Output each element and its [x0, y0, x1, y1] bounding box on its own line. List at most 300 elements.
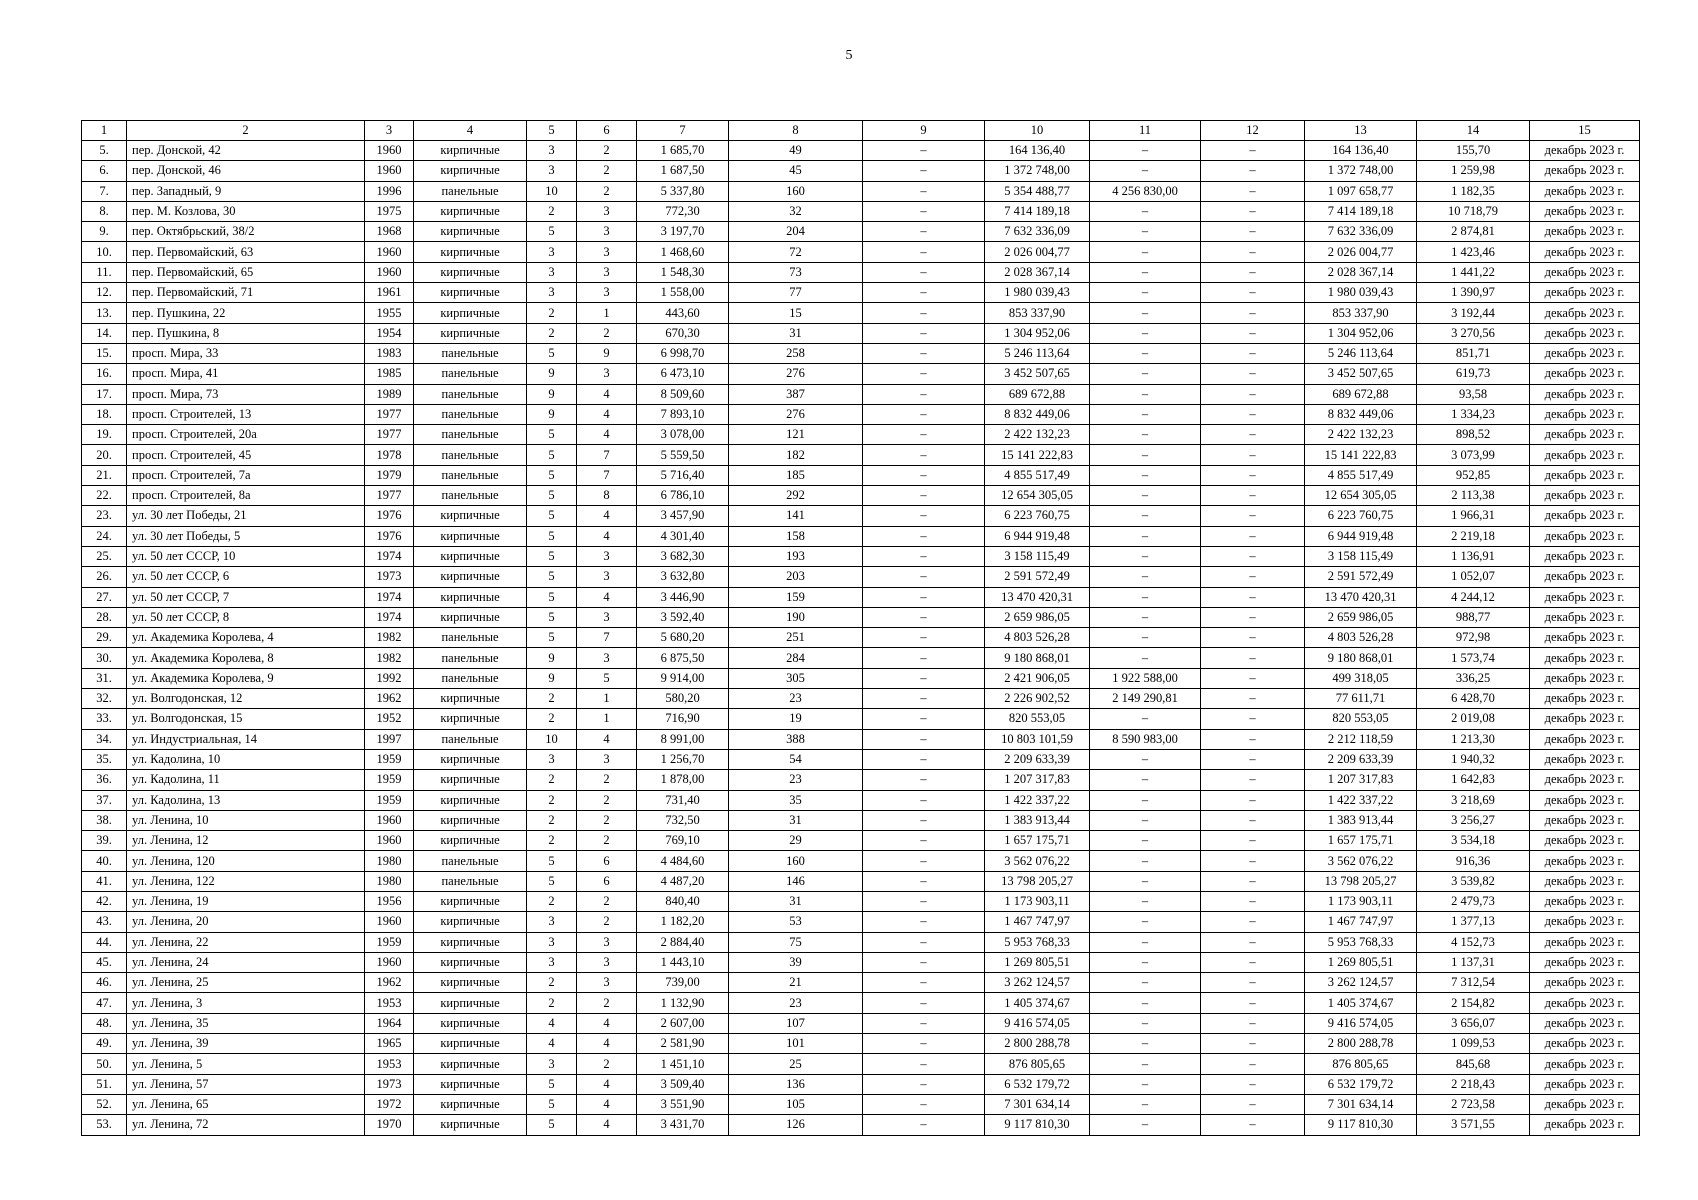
table-cell-col-3: 1977 — [365, 404, 414, 424]
table-cell-col-11: – — [1090, 749, 1201, 769]
table-cell-col-6: 4 — [577, 384, 637, 404]
table-cell-col-4: кирпичные — [414, 1074, 527, 1094]
table-row — [82, 364, 1640, 384]
table-cell-col-10: 1 980 039,43 — [985, 283, 1090, 303]
table-cell-col-4: кирпичные — [414, 222, 527, 242]
table-cell-col-13: 2 591 572,49 — [1305, 567, 1417, 587]
table-cell-col-12: – — [1201, 526, 1305, 546]
table-cell-col-13: 2 659 986,05 — [1305, 607, 1417, 627]
table-cell-col-1: 48. — [82, 1013, 127, 1033]
table-cell-col-14: 1 052,07 — [1417, 567, 1530, 587]
table-cell-col-7: 1 468,60 — [637, 242, 729, 262]
table-cell-col-12: – — [1201, 161, 1305, 181]
table-cell-col-9: – — [863, 648, 985, 668]
table-cell-col-14: 1 423,46 — [1417, 242, 1530, 262]
table-cell-col-3: 1977 — [365, 486, 414, 506]
table-cell-col-11: – — [1090, 486, 1201, 506]
table-cell-col-13: 7 632 336,09 — [1305, 222, 1417, 242]
table-cell-col-13: 77 611,71 — [1305, 689, 1417, 709]
table-cell-col-6: 4 — [577, 526, 637, 546]
table-cell-col-13: 2 800 288,78 — [1305, 1034, 1417, 1054]
table-row — [82, 973, 1640, 993]
table-cell-col-9: – — [863, 729, 985, 749]
table-cell-col-6: 6 — [577, 851, 637, 871]
table-cell-col-7: 5 680,20 — [637, 628, 729, 648]
table-cell-col-9: – — [863, 891, 985, 911]
table-cell-col-5: 5 — [527, 465, 577, 485]
table-cell-col-11: – — [1090, 1115, 1201, 1135]
table-cell-col-3: 1962 — [365, 689, 414, 709]
table-cell-col-11: – — [1090, 993, 1201, 1013]
table-cell-col-13: 2 212 118,59 — [1305, 729, 1417, 749]
table-cell-col-14: 2 874,81 — [1417, 222, 1530, 242]
table-cell-col-9: – — [863, 222, 985, 242]
table-cell-col-11: – — [1090, 628, 1201, 648]
table-cell-col-2: пер. Пушкина, 22 — [127, 303, 365, 323]
column-header-15: 15 — [1530, 121, 1640, 141]
table-cell-col-5: 2 — [527, 891, 577, 911]
table-cell-col-6: 4 — [577, 425, 637, 445]
table-cell-col-3: 1959 — [365, 932, 414, 952]
table-cell-col-14: 972,98 — [1417, 628, 1530, 648]
table-cell-col-7: 4 484,60 — [637, 851, 729, 871]
table-cell-col-6: 7 — [577, 445, 637, 465]
table-cell-col-9: – — [863, 871, 985, 891]
table-row — [82, 729, 1640, 749]
table-cell-col-10: 1 405 374,67 — [985, 993, 1090, 1013]
table-cell-col-4: кирпичные — [414, 1034, 527, 1054]
table-cell-col-13: 689 672,88 — [1305, 384, 1417, 404]
table-cell-col-7: 1 443,10 — [637, 952, 729, 972]
table-cell-col-11: 8 590 983,00 — [1090, 729, 1201, 749]
table-cell-col-15: декабрь 2023 г. — [1530, 648, 1640, 668]
table-cell-col-14: 851,71 — [1417, 343, 1530, 363]
table-cell-col-15: декабрь 2023 г. — [1530, 141, 1640, 161]
table-cell-col-10: 2 659 986,05 — [985, 607, 1090, 627]
table-cell-col-6: 3 — [577, 242, 637, 262]
table-cell-col-13: 7 301 634,14 — [1305, 1094, 1417, 1114]
table-cell-col-14: 10 718,79 — [1417, 201, 1530, 221]
table-cell-col-1: 7. — [82, 181, 127, 201]
table-cell-col-5: 2 — [527, 810, 577, 830]
table-cell-col-11: – — [1090, 546, 1201, 566]
table-cell-col-2: ул. Кадолина, 11 — [127, 770, 365, 790]
table-cell-col-2: ул. 30 лет Победы, 21 — [127, 506, 365, 526]
table-cell-col-13: 1 383 913,44 — [1305, 810, 1417, 830]
table-cell-col-13: 1 304 952,06 — [1305, 323, 1417, 343]
table-cell-col-14: 4 152,73 — [1417, 932, 1530, 952]
table-cell-col-11: – — [1090, 810, 1201, 830]
table-cell-col-3: 1959 — [365, 770, 414, 790]
table-cell-col-2: ул. Ленина, 39 — [127, 1034, 365, 1054]
table-cell-col-15: декабрь 2023 г. — [1530, 790, 1640, 810]
table-cell-col-8: 23 — [729, 770, 863, 790]
table-cell-col-6: 2 — [577, 912, 637, 932]
table-cell-col-6: 4 — [577, 1013, 637, 1033]
table-cell-col-12: – — [1201, 1013, 1305, 1033]
table-cell-col-15: декабрь 2023 г. — [1530, 851, 1640, 871]
table-cell-col-9: – — [863, 201, 985, 221]
table-cell-col-11: – — [1090, 526, 1201, 546]
table-cell-col-15: декабрь 2023 г. — [1530, 242, 1640, 262]
table-cell-col-8: 101 — [729, 1034, 863, 1054]
table-cell-col-12: – — [1201, 303, 1305, 323]
column-header-1: 1 — [82, 121, 127, 141]
table-cell-col-12: – — [1201, 932, 1305, 952]
table-cell-col-3: 1955 — [365, 303, 414, 323]
table-cell-col-4: кирпичные — [414, 587, 527, 607]
column-header-2: 2 — [127, 121, 365, 141]
table-cell-col-10: 3 562 076,22 — [985, 851, 1090, 871]
table-cell-col-13: 9 117 810,30 — [1305, 1115, 1417, 1135]
table-cell-col-7: 2 607,00 — [637, 1013, 729, 1033]
table-cell-col-3: 1960 — [365, 242, 414, 262]
table-cell-col-9: – — [863, 384, 985, 404]
table-cell-col-7: 6 786,10 — [637, 486, 729, 506]
table-cell-col-2: ул. 50 лет СССР, 6 — [127, 567, 365, 587]
table-cell-col-2: ул. 50 лет СССР, 7 — [127, 587, 365, 607]
table-cell-col-11: – — [1090, 851, 1201, 871]
table-row — [82, 181, 1640, 201]
table-cell-col-2: ул. Академика Королева, 9 — [127, 668, 365, 688]
table-row — [82, 161, 1640, 181]
table-row — [82, 465, 1640, 485]
table-cell-col-13: 1 173 903,11 — [1305, 891, 1417, 911]
table-cell-col-4: кирпичные — [414, 567, 527, 587]
table-header — [82, 121, 1640, 141]
table-cell-col-10: 2 209 633,39 — [985, 749, 1090, 769]
table-cell-col-3: 1985 — [365, 364, 414, 384]
table-cell-col-13: 1 405 374,67 — [1305, 993, 1417, 1013]
table-cell-col-5: 5 — [527, 851, 577, 871]
table-cell-col-6: 2 — [577, 993, 637, 1013]
table-cell-col-5: 3 — [527, 932, 577, 952]
table-cell-col-10: 3 262 124,57 — [985, 973, 1090, 993]
table-cell-col-13: 2 028 367,14 — [1305, 262, 1417, 282]
table-cell-col-11: – — [1090, 201, 1201, 221]
table-cell-col-7: 2 581,90 — [637, 1034, 729, 1054]
table-cell-col-2: пер. Западный, 9 — [127, 181, 365, 201]
table-cell-col-11: – — [1090, 770, 1201, 790]
table-cell-col-7: 3 197,70 — [637, 222, 729, 242]
table-cell-col-13: 8 832 449,06 — [1305, 404, 1417, 424]
table-cell-col-4: кирпичные — [414, 526, 527, 546]
table-cell-col-2: пер. Первомайский, 71 — [127, 283, 365, 303]
table-cell-col-12: – — [1201, 486, 1305, 506]
table-cell-col-9: – — [863, 993, 985, 1013]
table-cell-col-4: панельные — [414, 181, 527, 201]
table-cell-col-4: кирпичные — [414, 546, 527, 566]
table-cell-col-12: – — [1201, 1074, 1305, 1094]
table-cell-col-12: – — [1201, 648, 1305, 668]
table-cell-col-14: 3 073,99 — [1417, 445, 1530, 465]
table-cell-col-9: – — [863, 628, 985, 648]
table-cell-col-10: 820 553,05 — [985, 709, 1090, 729]
table-cell-col-6: 1 — [577, 709, 637, 729]
table-cell-col-10: 1 422 337,22 — [985, 790, 1090, 810]
table-cell-col-7: 5 716,40 — [637, 465, 729, 485]
table-cell-col-10: 6 223 760,75 — [985, 506, 1090, 526]
table-cell-col-6: 7 — [577, 628, 637, 648]
table-cell-col-5: 5 — [527, 222, 577, 242]
table-cell-col-11: – — [1090, 283, 1201, 303]
table-cell-col-7: 4 487,20 — [637, 871, 729, 891]
table-cell-col-15: декабрь 2023 г. — [1530, 201, 1640, 221]
table-cell-col-3: 1977 — [365, 425, 414, 445]
table-cell-col-5: 2 — [527, 323, 577, 343]
column-header-6: 6 — [577, 121, 637, 141]
table-cell-col-1: 25. — [82, 546, 127, 566]
table-cell-col-15: декабрь 2023 г. — [1530, 993, 1640, 1013]
table-cell-col-10: 3 158 115,49 — [985, 546, 1090, 566]
table-cell-col-6: 4 — [577, 587, 637, 607]
table-cell-col-1: 33. — [82, 709, 127, 729]
table-cell-col-1: 10. — [82, 242, 127, 262]
table-cell-col-9: – — [863, 364, 985, 384]
table-cell-col-2: ул. Ленина, 65 — [127, 1094, 365, 1114]
table-cell-col-15: декабрь 2023 г. — [1530, 1034, 1640, 1054]
table-cell-col-5: 2 — [527, 303, 577, 323]
table-cell-col-14: 952,85 — [1417, 465, 1530, 485]
table-cell-col-3: 1960 — [365, 831, 414, 851]
table-cell-col-5: 5 — [527, 546, 577, 566]
table-cell-col-15: декабрь 2023 г. — [1530, 952, 1640, 972]
table-cell-col-13: 876 805,65 — [1305, 1054, 1417, 1074]
table-cell-col-2: ул. Ленина, 3 — [127, 993, 365, 1013]
table-row — [82, 1074, 1640, 1094]
table-cell-col-7: 580,20 — [637, 689, 729, 709]
table-cell-col-5: 4 — [527, 1034, 577, 1054]
column-header-5: 5 — [527, 121, 577, 141]
table-row — [82, 1115, 1640, 1135]
table-cell-col-15: декабрь 2023 г. — [1530, 262, 1640, 282]
table-cell-col-13: 3 452 507,65 — [1305, 364, 1417, 384]
table-cell-col-5: 5 — [527, 1094, 577, 1114]
table-cell-col-9: – — [863, 607, 985, 627]
table-cell-col-15: декабрь 2023 г. — [1530, 871, 1640, 891]
table-cell-col-9: – — [863, 567, 985, 587]
table-cell-col-2: ул. Кадолина, 13 — [127, 790, 365, 810]
table-cell-col-5: 9 — [527, 404, 577, 424]
table-cell-col-10: 13 798 205,27 — [985, 871, 1090, 891]
table-cell-col-4: панельные — [414, 384, 527, 404]
table-cell-col-15: декабрь 2023 г. — [1530, 445, 1640, 465]
table-cell-col-15: декабрь 2023 г. — [1530, 526, 1640, 546]
table-cell-col-7: 3 682,30 — [637, 546, 729, 566]
table-cell-col-8: 31 — [729, 323, 863, 343]
table-cell-col-2: ул. Ленина, 120 — [127, 851, 365, 871]
table-cell-col-4: кирпичные — [414, 952, 527, 972]
column-header-8: 8 — [729, 121, 863, 141]
table-cell-col-1: 29. — [82, 628, 127, 648]
table-cell-col-1: 43. — [82, 912, 127, 932]
table-cell-col-8: 72 — [729, 242, 863, 262]
table-cell-col-9: – — [863, 343, 985, 363]
table-cell-col-3: 1989 — [365, 384, 414, 404]
table-cell-col-8: 54 — [729, 749, 863, 769]
table-cell-col-12: – — [1201, 1115, 1305, 1135]
table-cell-col-3: 1959 — [365, 749, 414, 769]
table-cell-col-7: 716,90 — [637, 709, 729, 729]
table-cell-col-3: 1954 — [365, 323, 414, 343]
table-cell-col-5: 5 — [527, 526, 577, 546]
table-cell-col-1: 19. — [82, 425, 127, 445]
table-cell-col-14: 1 259,98 — [1417, 161, 1530, 181]
table-cell-col-6: 7 — [577, 465, 637, 485]
table-cell-col-9: – — [863, 749, 985, 769]
table-cell-col-6: 3 — [577, 973, 637, 993]
table-cell-col-14: 3 539,82 — [1417, 871, 1530, 891]
table-cell-col-4: кирпичные — [414, 1013, 527, 1033]
table-cell-col-14: 1 213,30 — [1417, 729, 1530, 749]
table-cell-col-9: – — [863, 973, 985, 993]
table-cell-col-12: – — [1201, 141, 1305, 161]
table-cell-col-3: 1973 — [365, 1074, 414, 1094]
table-cell-col-15: декабрь 2023 г. — [1530, 546, 1640, 566]
table-cell-col-5: 5 — [527, 486, 577, 506]
table-cell-col-7: 1 182,20 — [637, 912, 729, 932]
table-cell-col-8: 53 — [729, 912, 863, 932]
table-cell-col-8: 105 — [729, 1094, 863, 1114]
table-cell-col-13: 1 097 658,77 — [1305, 181, 1417, 201]
column-header-13: 13 — [1305, 121, 1417, 141]
table-cell-col-11: – — [1090, 831, 1201, 851]
table-cell-col-14: 3 192,44 — [1417, 303, 1530, 323]
table-cell-col-15: декабрь 2023 г. — [1530, 1054, 1640, 1074]
table-cell-col-3: 1964 — [365, 1013, 414, 1033]
table-cell-col-8: 204 — [729, 222, 863, 242]
table-cell-col-3: 1960 — [365, 141, 414, 161]
table-cell-col-2: ул. Ленина, 10 — [127, 810, 365, 830]
table-cell-col-4: кирпичные — [414, 709, 527, 729]
table-cell-col-8: 258 — [729, 343, 863, 363]
table-cell-col-8: 284 — [729, 648, 863, 668]
table-cell-col-15: декабрь 2023 г. — [1530, 810, 1640, 830]
table-cell-col-1: 26. — [82, 567, 127, 587]
table-cell-col-14: 2 113,38 — [1417, 486, 1530, 506]
table-cell-col-1: 47. — [82, 993, 127, 1013]
table-cell-col-11: 2 149 290,81 — [1090, 689, 1201, 709]
table-cell-col-14: 1 966,31 — [1417, 506, 1530, 526]
table-cell-col-5: 9 — [527, 668, 577, 688]
table-cell-col-10: 4 855 517,49 — [985, 465, 1090, 485]
table-cell-col-3: 1976 — [365, 526, 414, 546]
table-cell-col-8: 388 — [729, 729, 863, 749]
table-cell-col-13: 6 532 179,72 — [1305, 1074, 1417, 1094]
table-cell-col-9: – — [863, 465, 985, 485]
table-cell-col-3: 1953 — [365, 993, 414, 1013]
table-cell-col-9: – — [863, 506, 985, 526]
table-cell-col-13: 3 562 076,22 — [1305, 851, 1417, 871]
table-cell-col-10: 13 470 420,31 — [985, 587, 1090, 607]
table-cell-col-8: 23 — [729, 993, 863, 1013]
table-cell-col-1: 18. — [82, 404, 127, 424]
table-cell-col-7: 840,40 — [637, 891, 729, 911]
table-cell-col-11: 4 256 830,00 — [1090, 181, 1201, 201]
table-row — [82, 993, 1640, 1013]
table-cell-col-2: пер. Донской, 46 — [127, 161, 365, 181]
table-row — [82, 323, 1640, 343]
table-cell-col-8: 49 — [729, 141, 863, 161]
table-cell-col-10: 2 026 004,77 — [985, 242, 1090, 262]
table-cell-col-8: 15 — [729, 303, 863, 323]
table-cell-col-13: 7 414 189,18 — [1305, 201, 1417, 221]
table-cell-col-8: 31 — [729, 810, 863, 830]
table-row — [82, 1013, 1640, 1033]
table-cell-col-5: 2 — [527, 689, 577, 709]
table-cell-col-5: 3 — [527, 242, 577, 262]
table-cell-col-4: кирпичные — [414, 201, 527, 221]
table-row — [82, 749, 1640, 769]
table-cell-col-3: 1960 — [365, 161, 414, 181]
table-row — [82, 506, 1640, 526]
table-cell-col-4: кирпичные — [414, 912, 527, 932]
table-cell-col-11: – — [1090, 506, 1201, 526]
table-cell-col-15: декабрь 2023 г. — [1530, 323, 1640, 343]
table-cell-col-11: 1 922 588,00 — [1090, 668, 1201, 688]
table-cell-col-15: декабрь 2023 г. — [1530, 384, 1640, 404]
table-cell-col-4: кирпичные — [414, 323, 527, 343]
table-cell-col-6: 3 — [577, 932, 637, 952]
table-cell-col-13: 3 158 115,49 — [1305, 546, 1417, 566]
table-cell-col-9: – — [863, 283, 985, 303]
table-cell-col-4: кирпичные — [414, 973, 527, 993]
table-cell-col-2: просп. Мира, 73 — [127, 384, 365, 404]
table-cell-col-8: 158 — [729, 526, 863, 546]
table-cell-col-10: 5 354 488,77 — [985, 181, 1090, 201]
housing-registry-table — [81, 120, 1640, 1136]
table-cell-col-12: – — [1201, 891, 1305, 911]
table-cell-col-15: декабрь 2023 г. — [1530, 465, 1640, 485]
table-cell-col-14: 3 256,27 — [1417, 810, 1530, 830]
table-cell-col-10: 7 414 189,18 — [985, 201, 1090, 221]
table-cell-col-2: пер. Донской, 42 — [127, 141, 365, 161]
table-cell-col-14: 155,70 — [1417, 141, 1530, 161]
table-cell-col-15: декабрь 2023 г. — [1530, 364, 1640, 384]
table-cell-col-13: 1 207 317,83 — [1305, 770, 1417, 790]
table-cell-col-10: 1 207 317,83 — [985, 770, 1090, 790]
table-cell-col-4: панельные — [414, 648, 527, 668]
table-cell-col-3: 1970 — [365, 1115, 414, 1135]
table-cell-col-3: 1960 — [365, 262, 414, 282]
table-cell-col-12: – — [1201, 587, 1305, 607]
table-cell-col-6: 3 — [577, 201, 637, 221]
table-cell-col-5: 3 — [527, 141, 577, 161]
table-cell-col-4: панельные — [414, 425, 527, 445]
table-cell-col-12: – — [1201, 567, 1305, 587]
table-cell-col-6: 2 — [577, 1054, 637, 1074]
table-cell-col-11: – — [1090, 384, 1201, 404]
table-cell-col-6: 1 — [577, 303, 637, 323]
table-cell-col-3: 1992 — [365, 668, 414, 688]
table-cell-col-5: 5 — [527, 1115, 577, 1135]
table-cell-col-5: 9 — [527, 364, 577, 384]
table-row — [82, 952, 1640, 972]
table-cell-col-7: 1 132,90 — [637, 993, 729, 1013]
table-cell-col-14: 93,58 — [1417, 384, 1530, 404]
table-cell-col-7: 739,00 — [637, 973, 729, 993]
table-cell-col-12: – — [1201, 729, 1305, 749]
table-cell-col-8: 45 — [729, 161, 863, 181]
table-cell-col-8: 141 — [729, 506, 863, 526]
table-cell-col-6: 6 — [577, 871, 637, 891]
table-cell-col-12: – — [1201, 262, 1305, 282]
table-cell-col-12: – — [1201, 912, 1305, 932]
table-cell-col-13: 2 026 004,77 — [1305, 242, 1417, 262]
table-cell-col-13: 13 470 420,31 — [1305, 587, 1417, 607]
table-cell-col-12: – — [1201, 810, 1305, 830]
table-cell-col-7: 5 337,80 — [637, 181, 729, 201]
